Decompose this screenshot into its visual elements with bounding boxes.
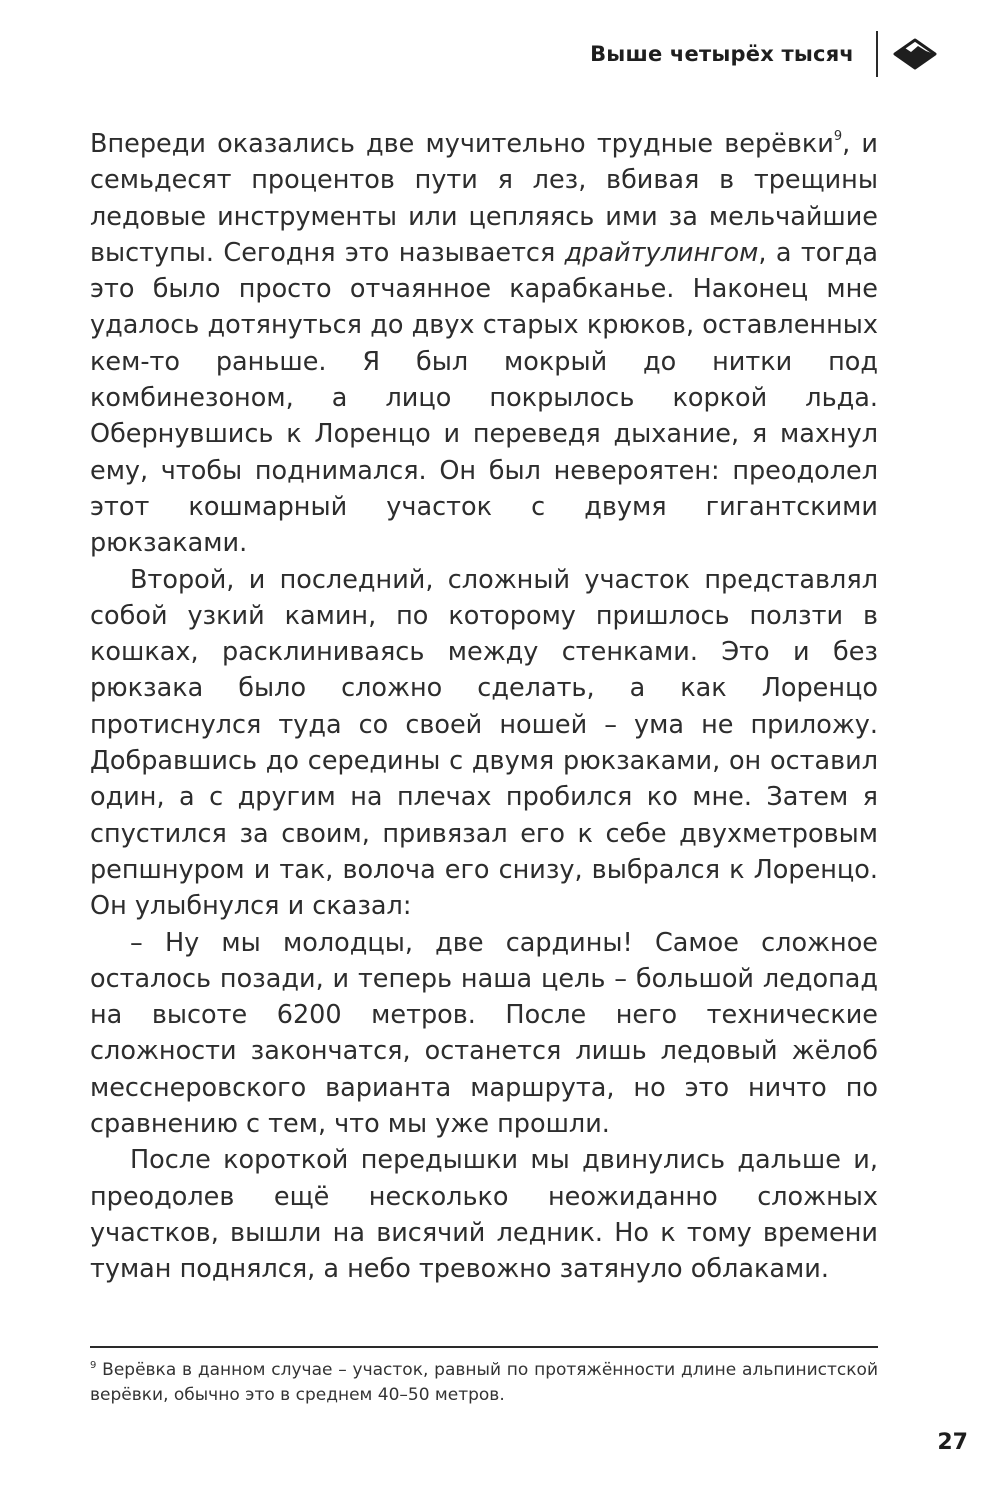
running-header-title: Выше четырёх тысяч: [590, 42, 854, 66]
main-text: [90, 126, 878, 1288]
footnote-reference[interactable]: 9: [833, 129, 843, 144]
paragraph-3: – Ну мы молодцы, две сардины! Самое сложное осталось позади, и теперь наша цель – большой ледопад на высоте 6200 метров. После него технические сложности закончатся, останется лишь ледовый жёлоб месснеровского варианта маршрута, но это ничто по сравнению с тем, что мы уже прошли.: [90, 927, 878, 1140]
paragraph-1: [90, 126, 878, 562]
mountain-logo-icon: [892, 37, 938, 71]
running-header: [590, 28, 938, 80]
header-divider: [876, 31, 878, 77]
paragraph-1-part2: , и семьдесят процентов пути я лез, вбивая в трещины ледовые инструменты или цепляясь ими за мельчайшие выступы. Сегодня это называется: [90, 129, 878, 268]
paragraph-2: Второй, и последний, сложный участок представлял собой узкий камин, по которому пришлось ползти в кошках, расклиниваясь между стенками. Это и без рюкзака было сложно сделать, а как Лоренцо протиснулся туда со своей ношей – ума не приложу. Добравшись до середины с двумя рюкзаками, он оставил один, а с другим на плечах пробился ко мне. Затем я спустился за своим, привязал его к себе двухметровым репшнуром и так, волоча его снизу, выбрался к Лоренцо. Он улыбнулся и сказал:: [90, 564, 878, 922]
paragraph-1-part3: , а тогда это было просто отчаянное карабканье. Наконец мне удалось дотянуться до двух старых крюков, оставленных кем-то раньше. Я был мокрый до нитки под комбинезоном, а лицо покрылось коркой льда. Обернувшись к Лоренцо и переведя дыхание, я махнул ему, чтобы поднимался. Он был невероятен: преодолел этот кошмарный участок с двумя гигантскими рюкзаками.: [90, 237, 878, 559]
paragraph-4: После короткой передышки мы двинулись дальше и, преодолев ещё несколько неожиданно сложных участков, вышли на висячий ледник. Но к тому времени туман поднялся, а небо тревожно затянуло облаками.: [90, 1145, 878, 1285]
paragraph-1-part1: Впереди оказались две мучительно трудные верёвки: [90, 129, 834, 159]
footnote-divider: [90, 1346, 878, 1348]
footnote-marker: 9: [90, 1360, 97, 1371]
italic-term: драйтулингом: [564, 237, 759, 268]
footnote-text: Верёвка в данном случае – участок, равный по протяжённости длине альпинистской верёвки, обычно это в среднем 40–50 метров.: [90, 1360, 878, 1405]
page-number: 27: [937, 1430, 968, 1455]
footnote: [90, 1358, 878, 1408]
